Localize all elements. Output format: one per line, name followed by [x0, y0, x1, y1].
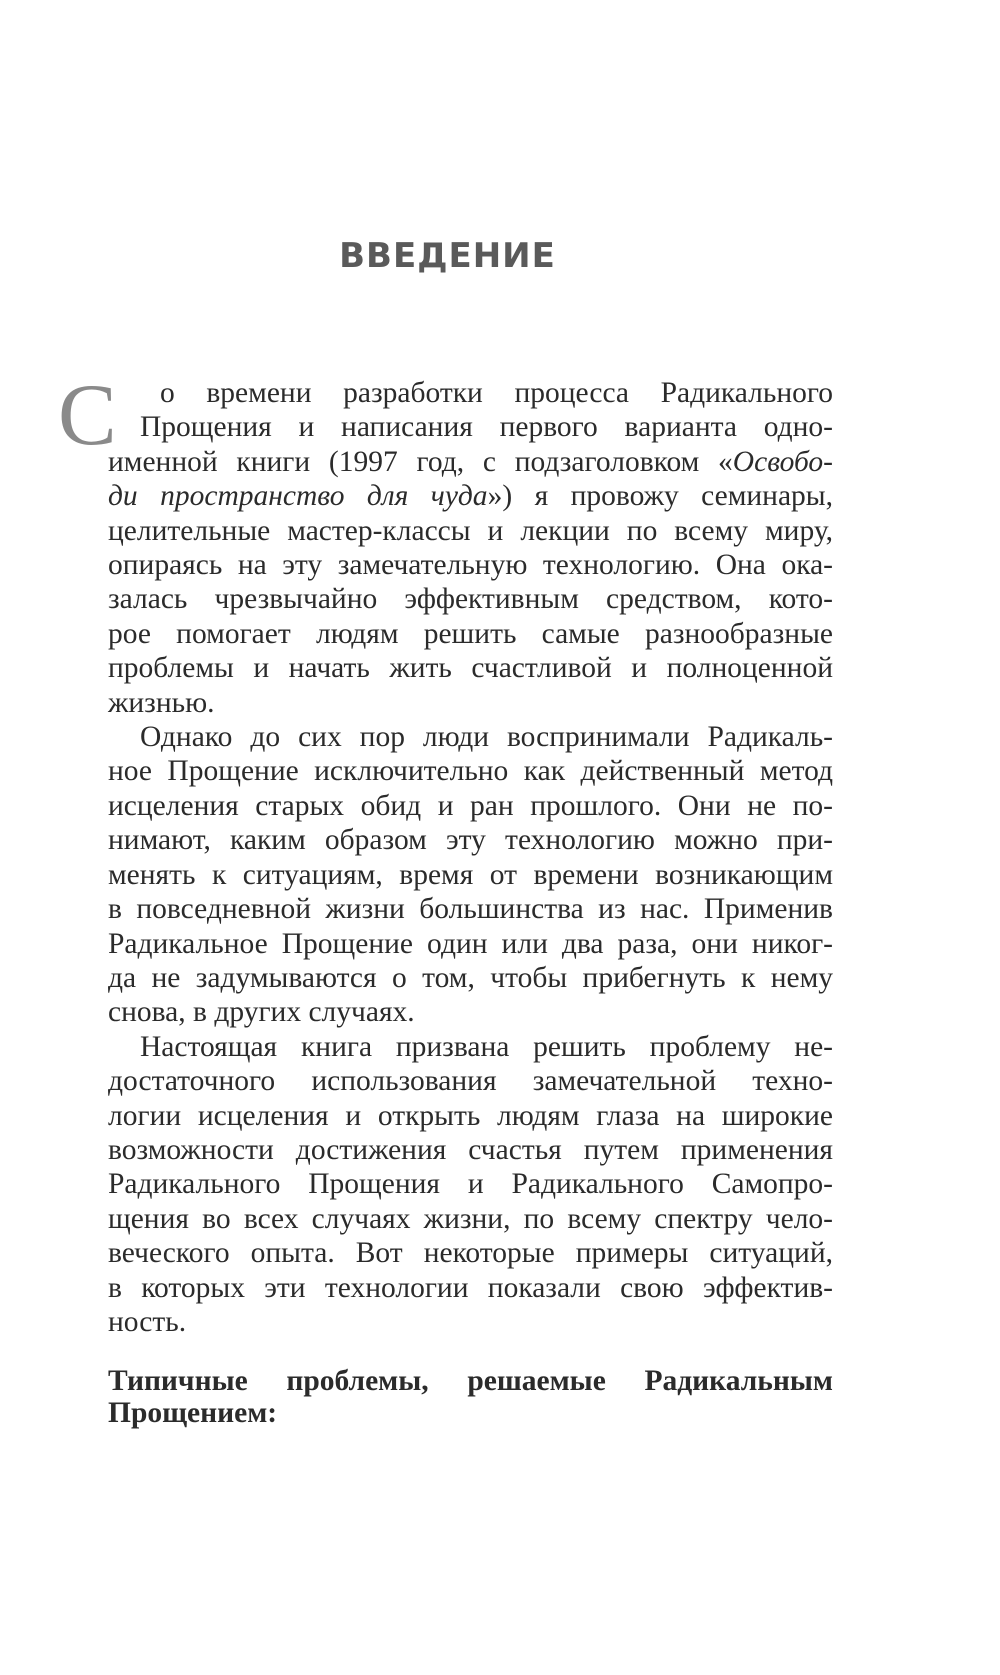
paragraph-1 — [58, 367, 833, 720]
text-line: Радикального Прощения и Радикального Самопро- — [108, 1168, 833, 1201]
text-line: жизнью. — [108, 686, 215, 719]
text-line: нимают, каким образом эту технологию можно при- — [108, 824, 833, 857]
text-segment: ») я провожу семинары, — [487, 480, 833, 513]
text-line — [108, 479, 833, 513]
text-segment: именной книги (1997 год, с подзаголовком « — [108, 445, 733, 478]
text-line: исцеления старых обид и ран прошлого. Они не по- — [108, 789, 833, 822]
text-line: менять к ситуациям, время от времени возникающим — [108, 858, 833, 891]
text-line: ность. — [108, 1305, 187, 1338]
text-line: целительные мастер-классы и лекции по всему миру, — [108, 514, 833, 547]
italic-text: ди пространство для чуда — [108, 480, 488, 513]
text-line: щения во всех случаях жизни, по всему спектру чело- — [108, 1202, 833, 1235]
text-line — [108, 445, 833, 479]
text-line: Типичные проблемы, решаемые Радикальным — [108, 1365, 833, 1398]
text-line: Прощения и написания первого варианта одно- — [140, 411, 833, 444]
text-line: в повседневной жизни большинства из нас. Применив — [108, 893, 833, 926]
text-line: да не задумываются о том, чтобы прибегнуть к нему — [108, 961, 833, 994]
text-line: достаточного использования замечательной техно- — [108, 1065, 833, 1098]
italic-text: Освобо- — [732, 445, 833, 478]
text-line: ное Прощение исключительно как действенный метод — [108, 755, 833, 788]
section-subheading — [108, 1365, 833, 1429]
body-text — [58, 367, 833, 1430]
text-line: о времени разработки процесса Радикального — [160, 377, 833, 409]
text-line: рое помогает людям решить самые разнообразные — [108, 617, 833, 650]
text-line: опираясь на эту замечательную технологию. Она ока- — [108, 549, 833, 582]
chapter-title: ВВЕДЕНИЕ — [339, 236, 556, 276]
text-line: Настоящая книга призвана решить проблему не- — [140, 1030, 833, 1063]
text-line: возможности достижения счастья путем применения — [108, 1133, 833, 1166]
paragraph-2 — [108, 720, 833, 1030]
text-line: Прощением: — [108, 1397, 278, 1430]
drop-cap: С — [58, 367, 117, 464]
text-line: снова, в других случаях. — [108, 996, 415, 1029]
text-line: веческого опыта. Вот некоторые примеры ситуаций, — [108, 1237, 833, 1270]
text-line: Однако до сих пор люди воспринимали Радикаль- — [140, 721, 833, 754]
text-line: в которых эти технологии показали свою эффектив- — [108, 1271, 833, 1304]
text-line: логии исцеления и открыть людям глаза на широкие — [108, 1099, 833, 1132]
text-line: Радикальное Прощение один или два раза, они никог- — [108, 927, 833, 960]
paragraph-3 — [108, 1030, 833, 1340]
text-line: проблемы и начать жить счастливой и полноценной — [108, 652, 833, 685]
text-line: залась чрезвычайно эффективным средством, кото- — [108, 583, 833, 616]
